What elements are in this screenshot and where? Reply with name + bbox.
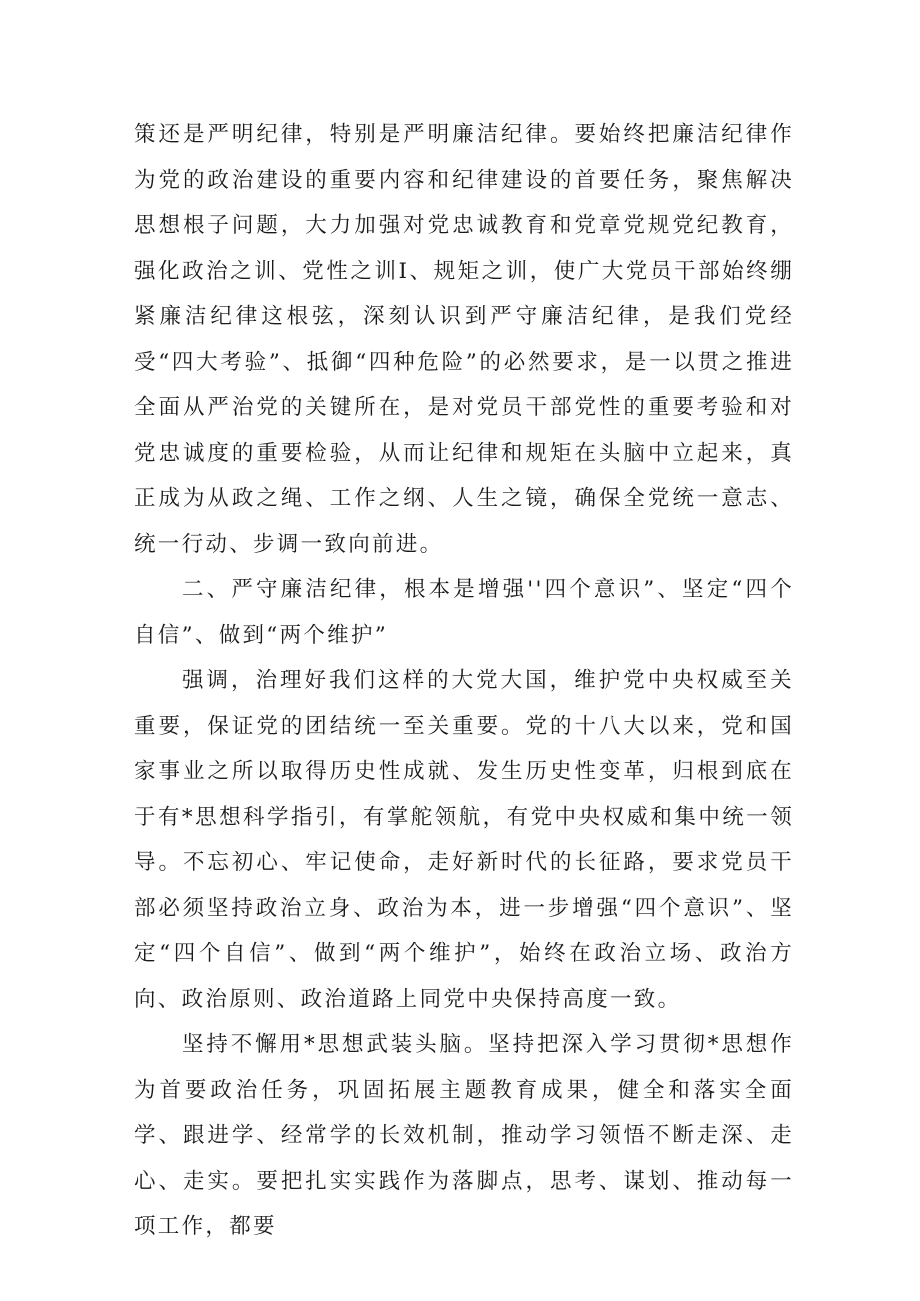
document-body (134, 112, 794, 1250)
section-heading-two: 二、严守廉洁纪律，根本是增强''四个意识”、坚定“四个自信”、做到“两个维护” (134, 577, 794, 648)
paragraph-thought-arming: 坚持不懈用*思想武装头脑。坚持把深入学习贯彻*思想作为首要政治任务，巩固拓展主题教育成果，健全和落实全面学、跟进学、经常学的长效机制，推动学习领悟不断走深、走心、走实。要把扎实实践作为落脚点，思考、谋划、推动每一项工作，都要 (134, 1032, 794, 1239)
paragraph-continuation: 策还是严明纪律，特别是严明廉洁纪律。要始终把廉洁纪律作为党的政治建设的重要内容和纪律建设的首要任务，聚焦解决思想根子问题，大力加强对党忠诚教育和党章党规党纪教育，强化政治之训、党性之训Ⅰ、规矩之训，使广大党员干部始终绷紧廉洁纪律这根弦，深刻认识到严守廉洁纪律，是我们党经受“四大考验”、抵御“四种危险”的必然要求，是一以贯之推进全面从严治党的关键所在，是对党员干部党性的重要考验和对党忠诚度的重要检验，从而让纪律和规矩在头脑中立起来，真正成为从政之绳、工作之纲、人生之镜，确保全党统一意志、统一行动、步调一致向前进。 (134, 122, 794, 557)
paragraph-authority: 强调，治理好我们这样的大党大国，维护党中央权威至关重要，保证党的团结统一至关重要。党的十八大以来，党和国家事业之所以取得历史性成就、发生历史性变革，归根到底在于有*思想科学指引，有掌舵领航，有党中央权威和集中统一领导。不忘初心、牢记使命，走好新时代的长征路，要求党员干部必须坚持政治立身、政治为本，进一步增强“四个意识”、坚定“四个自信”、做到“两个维护”，始终在政治立场、政治方向、政治原则、政治道路上同党中央保持高度一致。 (134, 668, 794, 1012)
